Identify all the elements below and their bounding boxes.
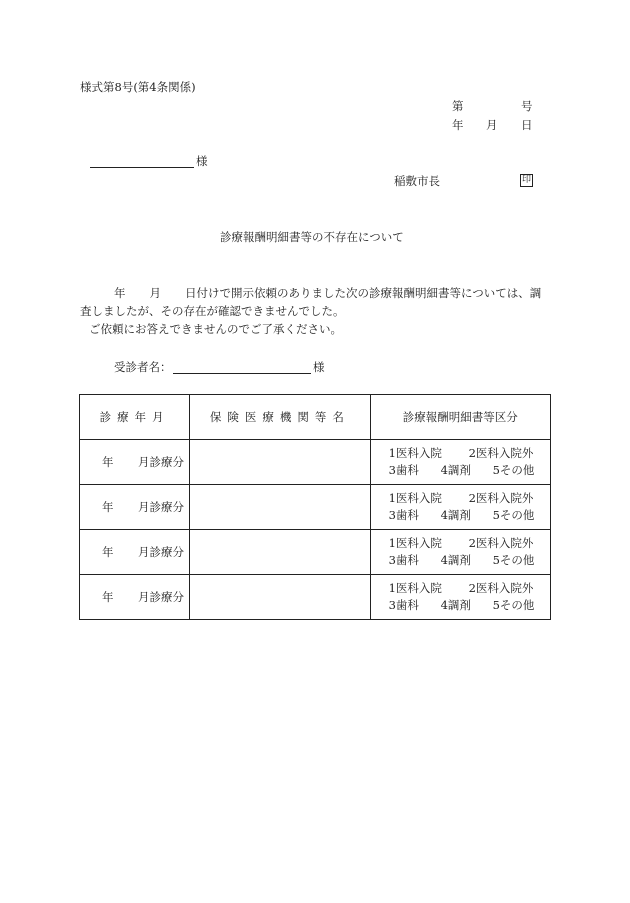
treatment-month-cell <box>80 575 190 620</box>
institution-cell <box>190 530 370 575</box>
document-number-suffix: 号 <box>521 99 533 113</box>
addressee-honorific: 様 <box>196 154 208 168</box>
row-year: 年 <box>102 545 114 559</box>
table-header-row <box>80 395 551 440</box>
body-year-label: 年 <box>114 286 126 300</box>
body-line-3: ご依頼にお答えできませんのでご了承ください。 <box>89 322 342 336</box>
institution-cell <box>190 575 370 620</box>
category-pharmacy: 4調剤 <box>440 598 471 612</box>
row-month-label: 月診療分 <box>138 590 184 604</box>
claim-category-cell <box>370 440 550 485</box>
claim-category-cell <box>370 530 550 575</box>
body-line-1-text: 日付けで開示依頼のありました次の診療報酬明細書等については、調 <box>185 286 542 300</box>
table-row <box>80 485 551 530</box>
table-row <box>80 575 551 620</box>
header-institution: 保険医療機関等名 <box>190 395 370 440</box>
header-treatment-month: 診療年月 <box>80 395 190 440</box>
patient-name-label: 受診者名： <box>114 360 172 374</box>
claims-table <box>79 394 551 620</box>
form-number: 様式第8号(第4条関係) <box>80 80 196 94</box>
document-title: 診療報酬明細書等の不存在について <box>220 230 404 244</box>
treatment-month-cell <box>80 530 190 575</box>
category-inpatient-medical: 1医科入院 <box>388 581 442 595</box>
category-pharmacy: 4調剤 <box>440 463 471 477</box>
treatment-month-cell <box>80 485 190 530</box>
body-line-1 <box>80 288 541 300</box>
patient-name-line <box>173 373 311 374</box>
category-pharmacy: 4調剤 <box>440 553 471 567</box>
category-inpatient-medical: 1医科入院 <box>388 536 442 550</box>
category-dental: 3歯科 <box>388 553 419 567</box>
official-seal: 印 <box>521 175 531 185</box>
category-other: 5その他 <box>492 553 535 567</box>
category-dental: 3歯科 <box>388 598 419 612</box>
institution-cell <box>190 485 370 530</box>
row-year: 年 <box>102 590 114 604</box>
date-day-label: 日 <box>521 118 533 132</box>
category-pharmacy: 4調剤 <box>440 508 471 522</box>
body-month-label: 月 <box>149 286 161 300</box>
claim-category-cell <box>370 575 550 620</box>
treatment-month-cell <box>80 440 190 485</box>
category-outpatient-medical: 2医科入院外 <box>468 581 534 595</box>
category-inpatient-medical: 1医科入院 <box>388 446 442 460</box>
category-other: 5その他 <box>492 598 535 612</box>
category-dental: 3歯科 <box>388 463 419 477</box>
table-row <box>80 530 551 575</box>
category-outpatient-medical: 2医科入院外 <box>468 491 534 505</box>
category-outpatient-medical: 2医科入院外 <box>468 536 534 550</box>
claim-category-cell <box>370 485 550 530</box>
row-year: 年 <box>102 500 114 514</box>
category-dental: 3歯科 <box>388 508 419 522</box>
date-year-label: 年 <box>452 118 464 132</box>
issuer-name: 稲敷市長 <box>394 174 440 188</box>
header-claim-category: 診療報酬明細書等区分 <box>370 395 550 440</box>
category-inpatient-medical: 1医科入院 <box>388 491 442 505</box>
document-number-prefix: 第 <box>452 99 464 113</box>
category-other: 5その他 <box>492 508 535 522</box>
patient-honorific: 様 <box>313 360 325 374</box>
category-other: 5その他 <box>492 463 535 477</box>
row-month-label: 月診療分 <box>138 455 184 469</box>
category-outpatient-medical: 2医科入院外 <box>468 446 534 460</box>
row-month-label: 月診療分 <box>138 545 184 559</box>
body-line-2: 査しましたが、その存在が確認できませんでした。 <box>80 304 345 318</box>
table-row <box>80 440 551 485</box>
row-year: 年 <box>102 455 114 469</box>
addressee-name-line <box>90 167 194 168</box>
date-month-label: 月 <box>486 118 498 132</box>
institution-cell <box>190 440 370 485</box>
row-month-label: 月診療分 <box>138 500 184 514</box>
